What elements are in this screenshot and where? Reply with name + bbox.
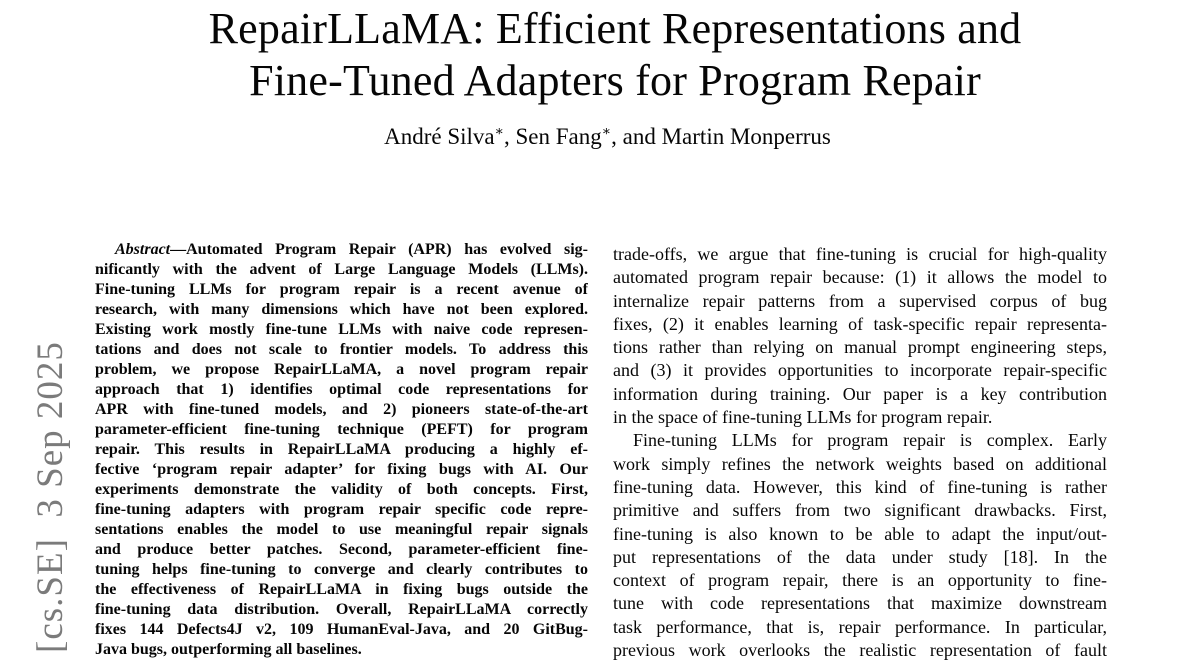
text-line: Java bugs, outperforming all baselines. [95, 641, 362, 658]
text-line: approach that 1) identifies optimal code representations for [95, 381, 588, 398]
text-line: parameter-efficient fine-tuning technique (PEFT) for program [95, 421, 588, 438]
text-line: automated program repair because: (1) it allows the model to [613, 267, 1107, 288]
author-1: André Silva [384, 124, 495, 149]
text-line: previous work overlooks the realistic representation of fault [613, 640, 1107, 661]
paper-title [15, 3, 1200, 107]
text-line: fixes, (2) it enables learning of task-specific repair representa- [613, 313, 1107, 334]
text-line: APR with fine-tuned models, and 2) pioneers state-of-the-art [95, 401, 588, 418]
text-line: information during training. Our paper is a key contribution [613, 383, 1107, 404]
author-2-footnote-mark: ∗ [601, 123, 612, 139]
text-line: and (3) it provides opportunities to incorporate repair-specific [613, 360, 1107, 381]
text-line: tune with code representations that maximize downstream [613, 593, 1107, 614]
abstract-first-line-rest: —Automated Program Repair (APR) has evolved sig- [170, 241, 588, 258]
introduction-lines [613, 243, 1107, 662]
title-line-1: RepairLLaMA: Efficient Representations and [208, 4, 1022, 53]
text-line: fective ‘program repair adapter’ for fixing bugs with AI. Our [95, 461, 588, 478]
arxiv-sidebar-stamp: [cs.SE] 3 Sep 2025 [30, 341, 71, 653]
text-line: Fine-tuning LLMs for program repair is a recent avenue of [95, 281, 588, 298]
text-line: trade-offs, we argue that fine-tuning is crucial for high-quality [613, 244, 1107, 264]
text-line: fine-tuning adapters with program repair specific code repre- [95, 501, 588, 518]
text-line: nificantly with the advent of Large Language Models (LLMs). [95, 261, 588, 278]
abstract-first-line [95, 240, 588, 260]
text-line: Fine-tuning LLMs for program repair is complex. Early [633, 430, 1107, 451]
text-line: fine-tuning data. However, this kind of fine-tuning is rather [613, 476, 1107, 497]
text-line: experiments demonstrate the validity of both concepts. First, [95, 481, 588, 498]
abstract-column [95, 240, 588, 660]
text-line: problem, we propose RepairLLaMA, a novel program repair [95, 361, 588, 378]
text-line: in the space of fine-tuning LLMs for program repair. [613, 407, 993, 428]
text-line: fixes 144 Defects4J v2, 109 HumanEval-Java, and 20 GitBug- [95, 621, 588, 638]
title-line-2: Fine-Tuned Adapters for Program Repair [249, 56, 981, 105]
text-line: task performance, that is, repair performance. In particular, [613, 616, 1107, 637]
text-line: put representations of the data under study [18]. In the [613, 546, 1107, 567]
author-line [0, 123, 1200, 151]
author-1-footnote-mark: ∗ [494, 123, 504, 139]
text-line: tuning helps fine-tuning to converge and clearly contributes to [95, 561, 588, 578]
text-line: context of program repair, there is an opportunity to fine- [613, 570, 1107, 591]
introduction-column [613, 243, 1107, 662]
author-3: Martin Monperrus [661, 124, 831, 149]
author-separator-2: , and [611, 124, 662, 149]
text-line: and produce better patches. Second, parameter-efficient fine- [95, 541, 588, 558]
text-line: fine-tuning is also known to be able to adapt the input/out- [613, 523, 1107, 544]
text-line: fine-tuning data distribution. Overall, RepairLLaMA correctly [95, 601, 588, 618]
text-line: repair. This results in RepairLLaMA producing a highly ef- [95, 441, 588, 458]
text-line: internalize repair patterns from a supervised corpus of bug [613, 290, 1107, 311]
text-line: sentations enables the model to use meaningful repair signals [95, 521, 588, 538]
text-line: tations and does not scale to frontier models. To address this [95, 341, 588, 358]
text-line: work simply refines the network weights based on additional [613, 453, 1107, 474]
text-line: tions rather than relying on manual prompt engineering steps, [613, 337, 1107, 358]
author-separator-1: , [504, 124, 516, 149]
text-line: the effectiveness of RepairLLaMA in fixing bugs outside the [95, 581, 588, 598]
text-line: Existing work mostly fine-tune LLMs with naive code represen- [95, 321, 588, 338]
abstract-lines [95, 260, 588, 660]
text-line: research, with many dimensions which have not been explored. [95, 301, 588, 318]
text-line: primitive and suffers from two significant drawbacks. First, [613, 500, 1107, 521]
author-2: Sen Fang [515, 124, 602, 149]
abstract-lead: Abstract [115, 241, 171, 258]
